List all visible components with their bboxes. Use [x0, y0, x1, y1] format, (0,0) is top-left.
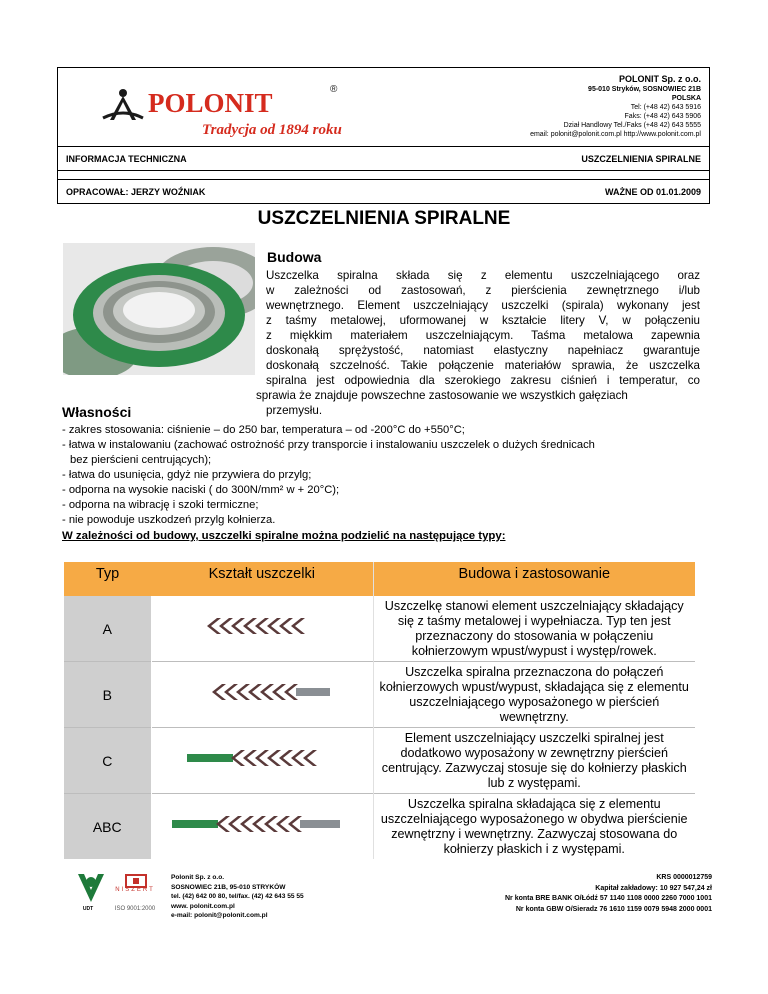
- list-item: - łatwa w instalowaniu (zachować ostrożność przy transporcie i instalowaniu uszczelek o dużych średnicach: [62, 439, 595, 451]
- info-label: INFORMACJA TECHNICZNA: [66, 154, 187, 164]
- header-row-author: [58, 180, 709, 203]
- gasket-shape-abc-icon: [172, 813, 352, 835]
- shape-cell: [151, 794, 373, 860]
- budowa-line: z taśmy metalowej, uformowanej w kształcie litery V, w połączeniu: [266, 314, 700, 327]
- footer-line: Nr konta BRE BANK O/Łódź 57 1140 1108 0000 2260 7000 1001: [504, 895, 712, 902]
- header-shape: Kształt uszczelki: [151, 562, 373, 596]
- type-cell: C: [64, 728, 151, 794]
- budowa-text: [256, 268, 700, 418]
- header-row-info: [58, 147, 709, 171]
- footer-line[interactable]: e-mail: polonit@polonit.com.pl: [171, 912, 268, 919]
- desc-cell: Uszczelka spiralna przeznaczona do połączeń kołnierzowych wpust/wypust, składająca się z elementu uszczelniającego wyposażonego w pierścień wewnętrzny.: [373, 662, 695, 728]
- company-name: POLONIT Sp. z o.o.: [619, 74, 701, 84]
- page-title: USZCZELNIENIA SPIRALNE: [257, 208, 511, 229]
- list-item: - zakres stosowania: ciśnienie – do 250 bar, temperatura – od -200°C do +550°C;: [62, 424, 465, 436]
- types-intro: W zależności od budowy, uszczelki spiralne można podzielić na następujące typy:: [62, 530, 506, 542]
- table-row: [64, 662, 695, 728]
- list-item: - odporna na wysokie naciski ( do 300N/mm² w + 20°C);: [62, 484, 340, 496]
- gasket-shape-c-icon: [187, 747, 337, 769]
- footer-line: tel. (42) 642 00 80, tel/fax. (42) 42 643 55 55: [171, 893, 304, 900]
- table-row: [64, 596, 695, 662]
- shape-cell: [151, 728, 373, 794]
- desc-cell: Element uszczelniający uszczelki spiralnej jest dodatkowo wyposażony w zewnętrzny pierścień centrujący. Zazwyczaj stosuje się do kołnierzy płaskich lub z występami.: [373, 728, 695, 794]
- doc-subject: USZCZELNIENIA SPIRALNE: [581, 154, 701, 164]
- budowa-line: spiralna jest odpowiednia dla szerokiego zakresu ciśnień i temperatur, co: [266, 374, 700, 387]
- valid-from: WAŻNE OD 01.01.2009: [604, 187, 701, 197]
- footer-line: Polonit Sp. z o.o.: [171, 874, 225, 881]
- type-cell: A: [64, 596, 151, 662]
- footer-bank: [505, 873, 712, 915]
- type-cell: ABC: [64, 794, 151, 860]
- wlasnosci-list: [62, 423, 712, 528]
- footer-address: [171, 873, 304, 921]
- udt-label: UDT: [82, 906, 94, 912]
- logo-tagline: Tradycja od 1894 roku: [202, 122, 342, 138]
- type-cell: B: [64, 662, 151, 728]
- iso-label: ISO 9001:2000: [114, 906, 156, 912]
- header-gap: [58, 171, 709, 180]
- budowa-line: wewnętrznego. Element uszczelniający uszczelki (spirala) wykonany jest: [266, 299, 700, 312]
- budowa-line: z miękkim materiałem uszczelniającym. Taśma metalowa zapewnia: [266, 329, 700, 342]
- registered-mark: ®: [330, 84, 338, 95]
- gasket-photo: [63, 243, 255, 375]
- logo-brand-text: POLONIT: [148, 88, 273, 118]
- budowa-line: sprawia że znajduje powszechne zastosowanie we wszystkich gałęziach: [256, 389, 628, 402]
- table-row: [64, 728, 695, 794]
- budowa-line: Uszczelka spiralna składa się z elementu uszczelniającego oraz: [266, 269, 700, 282]
- budowa-heading: Budowa: [267, 249, 322, 265]
- company-info: [530, 74, 701, 139]
- footer-line: Nr konta GBW O/Sieradz 76 1610 1159 0079 5948 2000 0001: [515, 905, 712, 913]
- gasket-shape-a-icon: [207, 615, 317, 637]
- wlasnosci-heading: Własności: [62, 404, 132, 420]
- list-item: - odporna na wibrację i szoki termiczne;: [62, 499, 259, 511]
- company-country: POLSKA: [671, 95, 701, 102]
- list-item: - łatwa do usunięcia, gdyż nie przywiera do przylg;: [62, 469, 312, 481]
- company-email-web[interactable]: email: polonit@polonit.com.pl http://www.polonit.com.pl: [530, 131, 701, 138]
- budowa-line: doskonałą szczelność. Takie połączenie materiałów sprawia, że uszczelka: [266, 359, 700, 372]
- shape-cell: [151, 662, 373, 728]
- header-top: [58, 68, 709, 147]
- document-header: [57, 67, 710, 204]
- types-table: [64, 562, 695, 859]
- list-item: - nie powoduje uszkodzeń przylg kołnierza.: [62, 514, 276, 526]
- company-address: 95-010 Stryków, SOSNOWIEC 21B: [588, 86, 701, 93]
- footer-line: Kapitał zakładowy: 10 927 547,24 zł: [595, 884, 712, 892]
- company-sales: Dział Handlowy Tel./Faks (+48 42) 643 5555: [563, 122, 701, 129]
- author: OPRACOWAŁ: JERZY WOŹNIAK: [66, 187, 206, 197]
- header-desc: Budowa i zastosowanie: [373, 562, 695, 596]
- company-tel: Tel: (+48 42) 643 5916: [630, 104, 701, 111]
- footer-line: KRS 0000012759: [656, 874, 712, 881]
- types-table-header: [64, 562, 695, 596]
- budowa-line: w zależności od zastosowań, z pierścienia zewnętrznego i/lub: [266, 284, 700, 297]
- company-fax: Faks: (+48 42) 643 5906: [624, 113, 701, 120]
- logo-mark-icon: [103, 89, 143, 120]
- niszert-logo-icon: [124, 874, 148, 888]
- desc-cell: Uszczelka spiralna składająca się z elementu uszczelniającego wyposażonego w obydwa pierścienie zewnętrzny i wewnętrzny. Zazwyczaj stosowana do kołnierzy płaskich i z występami.: [373, 794, 695, 860]
- footer-line[interactable]: www. polonit.com.pl: [171, 902, 235, 910]
- udt-logo-icon: [76, 872, 106, 906]
- footer-line: SOSNOWIEC 21B, 95-010 STRYKÓW: [171, 883, 286, 891]
- header-typ: Typ: [64, 562, 151, 596]
- budowa-line: doskonałą sprężystość, natomiast elastyczny napełniacz gwarantuje: [266, 344, 700, 357]
- desc-cell: Uszczelkę stanowi element uszczelniający składający się z taśmy metalowej i wypełniacza. Typ ten jest przeznaczony do stosowania w połączeniu kołnierzowym wpust/wypust i występ/rowek.: [384, 598, 684, 658]
- niszert-label: NISZERT: [115, 887, 155, 893]
- polonit-logo: [98, 78, 348, 140]
- shape-cell: [151, 596, 373, 662]
- budowa-line: przemysłu.: [266, 404, 323, 417]
- gasket-shape-b-icon: [192, 681, 332, 703]
- table-row: [64, 794, 695, 860]
- list-item: bez pierścieni centrujących);: [70, 454, 212, 466]
